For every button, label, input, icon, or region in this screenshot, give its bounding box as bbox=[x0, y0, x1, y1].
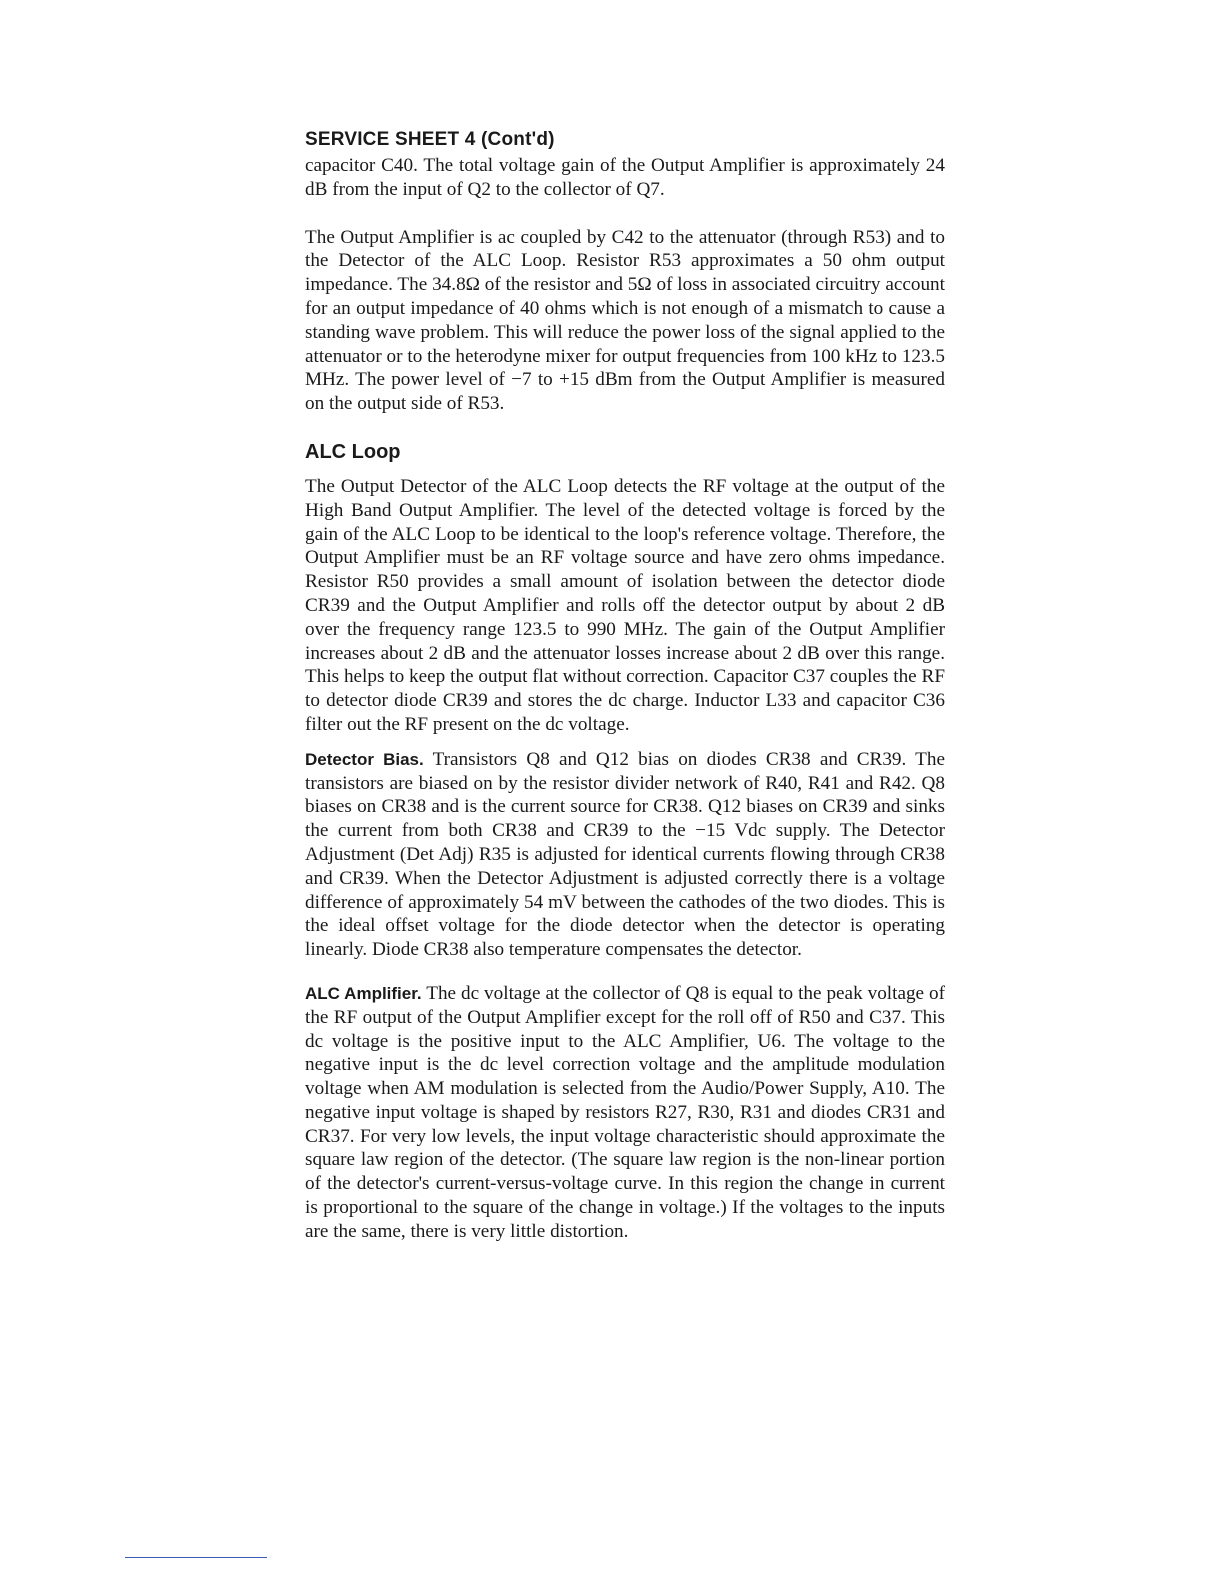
paragraph-alc-amplifier bbox=[305, 982, 945, 1244]
spacer bbox=[305, 464, 945, 475]
spacer bbox=[305, 737, 945, 748]
run-in-heading-detector-bias: Detector Bias. bbox=[305, 749, 424, 769]
detector-bias-text: Transistors Q8 and Q12 bias on diodes CR38 and CR39. The transistors are biased on by the resistor divider network of R40, R41 and R42. Q8 biases on CR38 and is the current source for CR38. Q12 biases on CR39 and sinks the current from both CR38 and CR39 to the −15 Vdc supply. The Detector Adjustment (Det Adj) R35 is adjusted for identical currents flowing through CR38 and CR39. When the Detector Adjustment is adjusted correctly there is a voltage difference of approximately 54 mV between the cathodes of the two diodes. This is the ideal offset voltage for the diode detector when the detector is operating linearly. Diode CR38 also temperature compensates the detector. bbox=[305, 748, 945, 961]
spacer bbox=[305, 202, 945, 226]
spacer bbox=[305, 416, 945, 440]
paragraph-output-amplifier-gain: capacitor C40. The total voltage gain of the Output Amplifier is approximately 24 dB from the input of Q2 to the collector of Q7. bbox=[305, 155, 945, 200]
sheet-title: SERVICE SHEET 4 (Cont'd) bbox=[305, 129, 555, 150]
run-in-heading-alc-amplifier: ALC Amplifier. bbox=[305, 983, 422, 1003]
paragraph-alc-loop-intro: The Output Detector of the ALC Loop detects the RF voltage at the output of the High Band Output Amplifier. The level of the detected voltage is forced by the gain of the ALC Loop to be identical to the loop's reference voltage. Therefore, the Output Amplifier must be an RF voltage source and have zero ohms impedance. Resistor R50 provides a small amount of isolation between the detector diode CR39 and the Output Amplifier and rolls off the detector output by about 2 dB over the frequency range 123.5 to 990 MHz. The gain of the Output Amplifier increases about 2 dB and the attenuator losses increase about 2 dB over this range. This helps to keep the output flat without correction. Capacitor C37 couples the RF to detector diode CR39 and stores the dc charge. Inductor L33 and capacitor C36 filter out the RF present on the dc voltage. bbox=[305, 475, 945, 735]
paragraph-output-amplifier-coupling: The Output Amplifier is ac coupled by C42 to the attenuator (through R53) and to the Detector of the ALC Loop. Resistor R53 approximates a 50 ohm output impedance. The 34.8Ω of the resistor and 5Ω of loss in associated circuitry account for an output impedance of 40 ohms which is not enough of a mismatch to cause a standing wave problem. This will reduce the power loss of the signal applied to the attenuator or to the heterodyne mixer for output frequencies from 100 kHz to 123.5 MHz. The power level of −7 to +15 dBm from the Output Amplifier is measured on the output side of R53. bbox=[305, 226, 945, 415]
document-page bbox=[305, 128, 945, 1244]
section-heading-alc-loop: ALC Loop bbox=[305, 440, 401, 463]
spacer bbox=[305, 962, 945, 982]
alc-amplifier-text: The dc voltage at the collector of Q8 is equal to the peak voltage of the RF output of the Output Amplifier except for the roll off of R50 and C37. This dc voltage is the positive input to the ALC Amplifier, U6. The voltage to the negative input is the dc level correction voltage and the amplitude modulation voltage when AM modulation is selected from the Audio/Power Supply, A10. The negative input voltage is shaped by resistors R27, R30, R31 and diodes CR31 and CR37. For very low levels, the input voltage characteristic should approximate the square law region of the detector. (The square law region is the non-linear portion of the detector's current-versus-voltage curve. In this region the change in current is proportional to the square of the change in voltage.) If the voltages to the inputs are the same, there is very little distortion. bbox=[305, 982, 945, 1242]
footnote-rule bbox=[125, 1557, 267, 1558]
paragraph-detector-bias bbox=[305, 748, 945, 962]
